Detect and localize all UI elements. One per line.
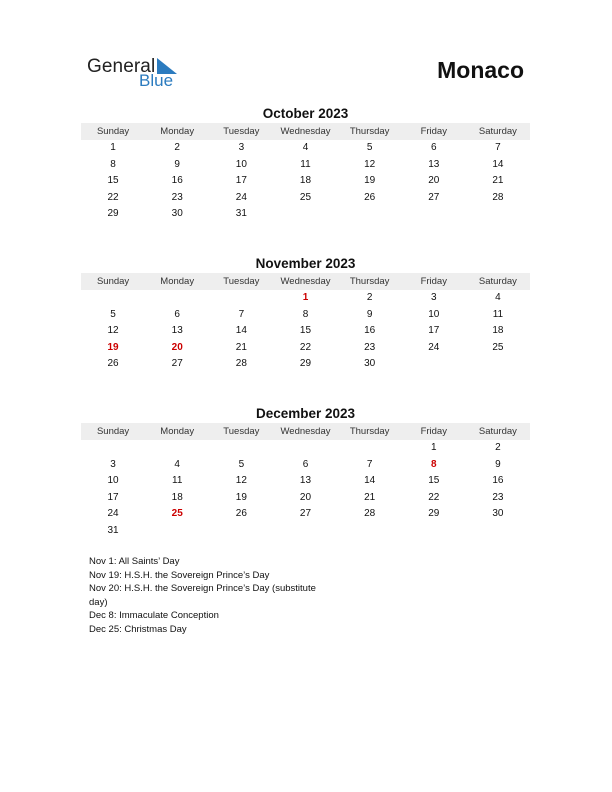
weekday-label: Tuesday [223,276,260,287]
weekday-label: Monday [160,276,195,287]
day-cell: 12 [107,325,119,336]
day-cell: 9 [366,308,373,320]
day-cell: 16 [364,325,376,336]
weekday-label: Friday [420,126,447,137]
day-cell: 24 [107,508,119,519]
weekday-header [81,123,530,140]
day-cell: 25 [299,191,312,203]
day-cell: 3 [238,142,245,153]
day-cell: 3 [110,458,116,470]
day-cell: 14 [492,158,504,170]
day-cell [273,523,337,540]
weekday-label: Sunday [96,426,130,437]
day-cell: 20 [428,175,440,186]
day-cell: 9 [174,158,180,170]
day-cell: 10 [107,475,119,486]
day-cell: 19 [364,175,376,186]
day-cell: 6 [430,142,437,153]
day-cell: 29 [107,208,119,219]
week-row [81,307,530,324]
day-cell: 29 [428,508,440,519]
day-cell: 2 [495,442,501,453]
day-cell: 17 [107,491,119,503]
weekday-label: Wednesday [280,276,331,287]
month-calendar [81,405,530,539]
day-cell: 1 [430,442,437,453]
day-cell [466,356,530,373]
weekday-label: Thursday [349,426,390,437]
day-cell: 13 [171,325,183,336]
day-cell [402,356,466,373]
day-cell [273,440,337,457]
day-cell: 18 [171,491,183,503]
day-cell [209,440,273,457]
day-cell: 13 [299,475,312,486]
day-cell [338,440,402,457]
day-cell: 25 [171,508,183,519]
week-row [81,323,530,340]
weekday-label: Sunday [96,276,130,287]
week-row [81,490,530,507]
day-cell: 27 [171,358,183,369]
week-row [81,473,530,490]
logo-general-text: General [87,56,156,77]
weekday-label: Tuesday [223,126,260,137]
day-cell: 15 [428,475,440,486]
day-cell: 5 [238,458,245,470]
day-cell: 15 [107,175,119,186]
weekday-label: Saturday [478,426,517,437]
day-cell: 11 [172,475,183,486]
day-cell: 23 [364,341,376,353]
week-row [81,190,530,207]
day-cell: 27 [428,191,440,203]
day-cell: 11 [300,158,311,170]
day-cell: 8 [110,158,116,170]
day-cell: 16 [492,475,504,486]
day-cell: 7 [495,142,501,153]
holiday-note: Nov 20: H.S.H. the Sovereign Prince’s Day (substitute [89,583,316,595]
day-cell: 17 [428,325,440,336]
day-cell: 7 [366,458,373,470]
day-cell: 5 [110,308,116,320]
day-cell: 30 [171,208,183,219]
weekday-label: Monday [160,126,195,137]
weekday-label: Wednesday [280,126,331,137]
day-cell: 30 [364,358,376,369]
day-cell: 6 [302,458,309,470]
day-cell: 28 [235,358,247,369]
day-cell: 27 [299,508,312,519]
day-cell: 21 [364,491,376,503]
week-row [81,140,530,157]
day-cell: 24 [235,191,247,203]
weekday-header [81,273,530,290]
day-cell [466,523,530,540]
week-row [81,506,530,523]
day-cell: 28 [364,508,376,519]
week-row [81,206,530,223]
day-cell: 23 [492,491,504,503]
day-cell: 28 [492,191,504,203]
country-title: Monaco [437,57,524,83]
day-cell [145,523,209,540]
day-cell [81,290,145,307]
day-cell: 10 [428,308,440,320]
week-row [81,290,530,307]
day-cell: 30 [492,508,504,519]
day-cell: 23 [171,191,183,203]
day-cell [209,290,273,307]
weekday-label: Saturday [478,276,517,287]
day-cell: 4 [302,142,309,153]
day-cell: 4 [495,292,501,303]
holiday-note: Dec 8: Immaculate Conception [89,610,219,622]
weekday-label: Friday [420,276,447,287]
month-title: October 2023 [262,106,349,121]
day-cell [402,523,466,540]
day-cell: 22 [428,491,440,503]
day-cell: 5 [366,142,373,153]
day-cell: 15 [299,325,312,336]
day-cell: 31 [107,524,119,536]
logo [87,56,187,92]
day-cell: 12 [235,475,247,486]
day-cell: 19 [235,491,247,503]
day-cell: 26 [364,191,376,203]
day-cell: 12 [364,158,376,170]
week-row [81,523,530,540]
day-cell: 4 [174,458,180,470]
day-cell: 8 [302,308,309,320]
weekday-label: Monday [160,426,195,437]
day-cell [338,523,402,540]
weekday-label: Wednesday [280,426,331,437]
day-cell: 8 [430,458,437,470]
day-cell: 24 [428,341,440,353]
weekday-label: Thursday [349,126,390,137]
day-cell [273,206,337,223]
day-cell: 26 [235,508,247,519]
day-cell: 22 [299,341,312,353]
day-cell [402,206,466,223]
holiday-notes [89,555,339,637]
day-cell: 18 [492,325,504,336]
day-cell: 16 [171,175,183,186]
day-cell: 21 [235,341,247,353]
month-calendar [81,255,530,373]
month-title: December 2023 [255,406,356,421]
day-cell: 20 [299,491,312,503]
holiday-note: Nov 1: All Saints’ Day [89,556,180,567]
week-row [81,157,530,174]
weekday-header [81,423,530,440]
day-cell: 2 [174,142,180,153]
day-cell: 25 [492,341,504,353]
weekday-label: Sunday [96,126,130,137]
day-cell: 14 [364,475,376,486]
weekday-label: Friday [420,426,447,437]
day-cell: 31 [235,208,247,219]
day-cell [145,290,209,307]
day-cell: 20 [171,341,183,353]
day-cell: 21 [492,175,504,186]
week-row [81,173,530,190]
day-cell: 2 [366,292,373,303]
day-cell [145,440,209,457]
holiday-note: Nov 19: H.S.H. the Sovereign Prince’s Day [89,569,270,581]
week-row [81,356,530,373]
week-row [81,340,530,357]
day-cell: 11 [492,308,504,320]
day-cell [338,206,402,223]
day-cell [81,440,145,457]
weekday-label: Saturday [478,126,517,137]
day-cell: 1 [302,292,309,303]
day-cell: 17 [235,175,247,186]
week-row [81,457,530,474]
day-cell: 7 [238,308,245,320]
day-cell: 29 [299,358,312,369]
month-calendar [81,105,530,223]
day-cell: 10 [235,158,247,170]
day-cell: 6 [174,308,180,320]
day-cell [209,523,273,540]
day-cell: 18 [299,175,312,186]
holiday-note: Dec 25: Christmas Day [89,623,187,635]
day-cell: 1 [110,142,116,153]
day-cell [466,206,530,223]
day-cell: 13 [428,158,440,170]
weekday-label: Tuesday [223,426,260,437]
day-cell: 3 [430,292,437,303]
holiday-note: day) [89,596,108,608]
day-cell: 14 [235,325,247,336]
day-cell: 9 [495,458,501,470]
week-row [81,440,530,457]
day-cell: 22 [107,191,119,203]
day-cell: 19 [107,341,119,353]
weekday-label: Thursday [349,276,390,287]
logo-blue-text: Blue [139,71,174,90]
month-title: November 2023 [255,256,356,271]
day-cell: 26 [107,358,119,369]
